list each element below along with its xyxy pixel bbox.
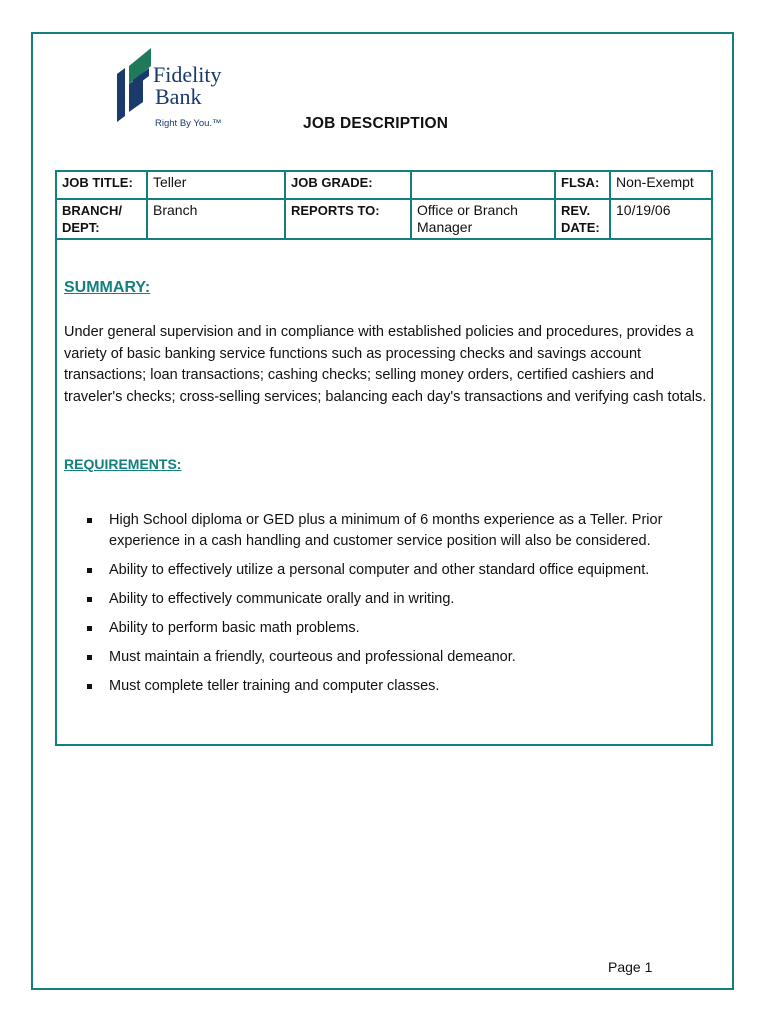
list-item xyxy=(87,589,707,610)
job-grade-value xyxy=(411,172,555,199)
page-number: Page 1 xyxy=(608,959,653,975)
content-box xyxy=(55,170,713,746)
reports-to-value: Office or Branch Manager xyxy=(411,199,555,239)
rev-date-label: REV. DATE: xyxy=(555,199,610,239)
bullet-icon xyxy=(87,655,92,660)
requirement-text: Must maintain a friendly, courteous and professional demeanor. xyxy=(109,649,516,665)
document-title: JOB DESCRIPTION xyxy=(303,115,449,132)
requirement-text: Ability to perform basic math problems. xyxy=(109,620,360,636)
fidelity-bank-logo xyxy=(115,44,240,132)
list-item xyxy=(87,676,707,697)
table-row xyxy=(57,199,711,239)
job-title-label: JOB TITLE: xyxy=(57,172,147,199)
summary-text: Under general supervision and in compliance with established policies and procedures, provides a variety of basic banking service functions such as processing checks and savings account transactions; loan transactions; cashing checks; selling money orders, certified cashiers and traveler's checks; cross-selling services; balancing each day's transactions and verifying cash totals. xyxy=(64,324,707,405)
list-item xyxy=(87,510,707,552)
list-item xyxy=(87,647,707,668)
bullet-icon xyxy=(87,568,92,573)
bullet-icon xyxy=(87,684,92,689)
bullet-icon xyxy=(87,597,92,602)
flsa-value: Non-Exempt xyxy=(610,172,711,199)
summary-heading: SUMMARY: xyxy=(64,279,151,296)
job-grade-label: JOB GRADE: xyxy=(285,172,411,199)
logo-name-line1: Fidelity xyxy=(153,62,222,87)
table-row xyxy=(57,172,711,199)
bullet-icon xyxy=(87,626,92,631)
branch-dept-label: BRANCH/ DEPT: xyxy=(57,199,147,239)
requirement-text: Ability to effectively communicate orally and in writing. xyxy=(109,591,455,607)
requirements-list xyxy=(87,510,707,705)
list-item xyxy=(87,618,707,639)
bullet-icon xyxy=(87,518,92,523)
rev-date-value: 10/19/06 xyxy=(610,199,711,239)
job-title-value: Teller xyxy=(147,172,285,199)
requirement-text: Must complete teller training and computer classes. xyxy=(109,678,440,694)
logo-tagline: Right By You.™ xyxy=(155,118,222,129)
requirement-text: Ability to effectively utilize a personal computer and other standard office equipment. xyxy=(109,562,650,578)
reports-to-label: REPORTS TO: xyxy=(285,199,411,239)
logo-name-line2: Bank xyxy=(155,84,202,109)
job-info-table xyxy=(57,172,711,240)
list-item xyxy=(87,560,707,581)
requirements-heading: REQUIREMENTS: xyxy=(64,456,182,472)
flsa-label: FLSA: xyxy=(555,172,610,199)
branch-dept-value: Branch xyxy=(147,199,285,239)
requirement-text: High School diploma or GED plus a minimum of 6 months experience as a Teller. Prior experience in a cash handling and customer service position will also be considered. xyxy=(109,512,663,549)
